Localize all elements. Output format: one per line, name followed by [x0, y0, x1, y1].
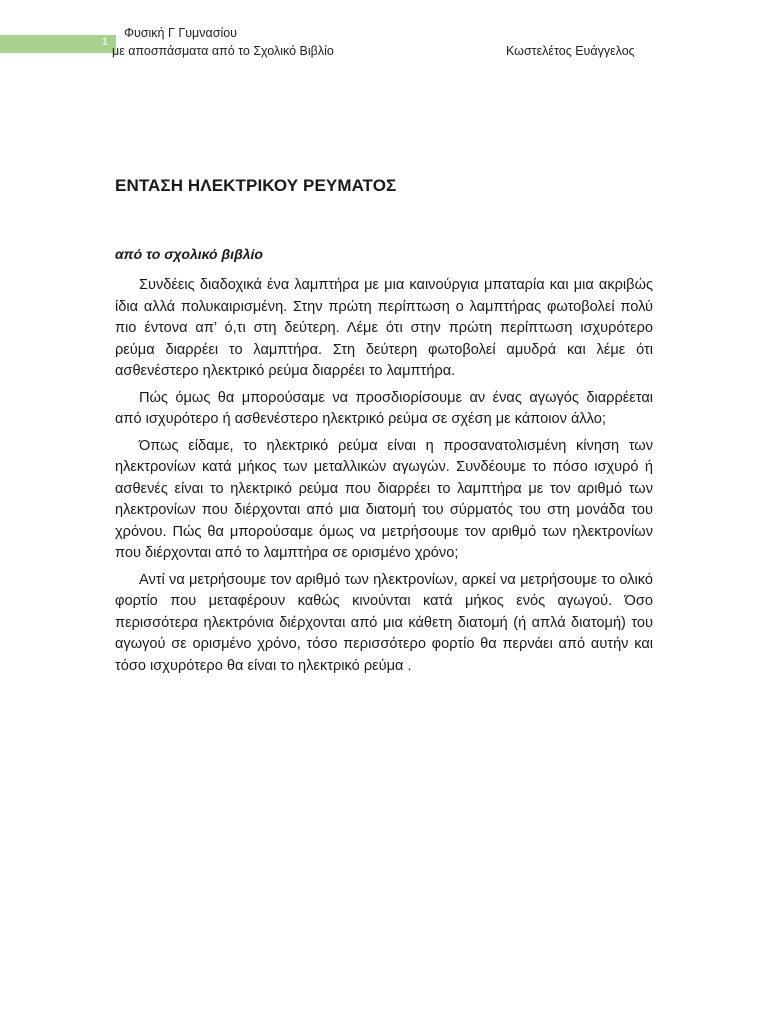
page-number: 1	[101, 36, 108, 48]
header-subtitle: με αποσπάσματα από το Σχολικό Βιβλίο	[112, 44, 334, 58]
paragraph: Όπως είδαμε, το ηλεκτρικό ρεύμα είναι η προσανατολισμένη κίνηση των ηλεκτρονίων κατά μήκος των μεταλλικών αγωγών. Συνδέουμε το πόσο ισχυρό ή ασθενές είναι το ηλεκτρικό ρεύμα που διαρρέει το λαμπτήρα με τον αριθμό των ηλεκτρονίων που διέρχονται από μια διατομή του σύρματός του στη μονάδα του χρόνου. Πώς θα μπορούσαμε όμως να μετρήσουμε τον αριθμό των ηλεκτρονίων που διέρχονται από το λαμπτήρα σε ορισμένο χρόνο;	[115, 437, 653, 561]
paragraph: Αντί να μετρήσουμε τον αριθμό των ηλεκτρονίων, αρκεί να μετρήσουμε το ολικό φορτίο που μεταφέρουν καθώς κινούνται κατά μήκος ενός αγωγού. Όσο περισσότερα ηλεκτρόνια διέρχονται από μια κάθετη διατομή (ή απλά διατομή) του αγωγού σε ορισμένο χρόνο, τόσο περισσότερο φορτίο θα περνάει από αυτήν και τόσο ισχυρότερο θα είναι το ηλεκτρικό ρεύμα .	[115, 571, 653, 674]
body-text	[115, 275, 653, 682]
page-number-bar	[0, 35, 116, 53]
paragraph: Πώς όμως θα μπορούσαμε να προσδιορίσουμε αν ένας αγωγός διαρρέεται από ισχυρότερο ή ασθενέστερο ηλεκτρικό ρεύμα σε σχέση με κάποιον άλλο;	[115, 389, 653, 427]
document-title: ΕΝΤΑΣΗ ΗΛΕΚΤΡΙΚΟΥ ΡΕΥΜΑΤΟΣ	[115, 176, 397, 195]
paragraph: Συνδέεις διαδοχικά ένα λαμπτήρα με μια καινούργια μπαταρία και μια ακριβώς ίδια αλλά πολυκαιρισμένη. Στην πρώτη περίπτωση ο λαμπτήρας φωτοβολεί πολύ πιο έντονα απ’ ό,τι στη δεύτερη. Λέμε ότι στην πρώτη περίπτωση ισχυρότερο ρεύμα διαρρέει το λαμπτήρα. Στη δεύτερη φωτοβολεί αμυδρά και λέμε ότι ασθενέστερο ηλεκτρικό ρεύμα διαρρέει το λαμπτήρα.	[115, 277, 653, 379]
section-subtitle: από το σχολικό βιβλίο	[115, 246, 263, 262]
header-course-title: Φυσική Γ Γυμνασίου	[124, 26, 238, 40]
header-author: Κωστελέτος Ευάγγελος	[506, 44, 635, 58]
